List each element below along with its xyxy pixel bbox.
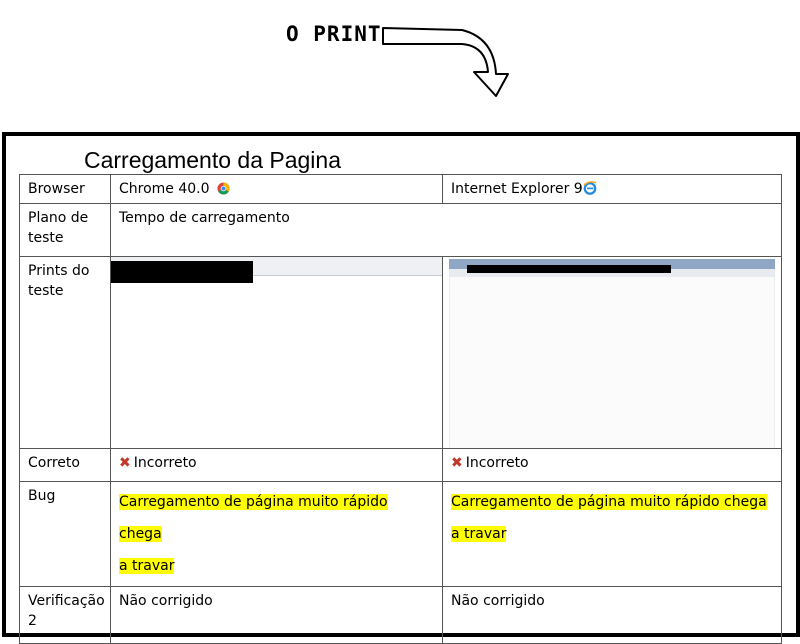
ie-logo-icon (583, 181, 597, 195)
redaction-bar (111, 261, 253, 283)
table-row (20, 482, 782, 587)
table-row (20, 587, 782, 644)
table-row (20, 204, 782, 257)
annotation-label: O PRINT (286, 22, 382, 46)
cell-bug-chrome (111, 482, 443, 587)
highlighted-text: a travar (119, 558, 175, 574)
row-label-prints: Prints do teste (20, 257, 111, 449)
cell-ie-version: Internet Explorer 9 (443, 175, 782, 204)
highlighted-text: Carregamento de página muito rápido chega (451, 494, 767, 510)
ie-content-area (449, 277, 775, 448)
red-x-icon: ✖ (119, 455, 131, 471)
document-frame (2, 132, 800, 637)
cell-verificacao-ie: Não corrigido (443, 587, 782, 644)
page-title: Carregamento da Pagina (84, 147, 341, 173)
highlighted-text: a travar (451, 526, 507, 542)
table-row (20, 449, 782, 482)
cell-bug-ie (443, 482, 782, 587)
table-row (20, 257, 782, 449)
curved-arrow-icon (0, 0, 800, 130)
test-plan-table (19, 174, 782, 644)
row-label-bug: Bug (20, 482, 111, 587)
cell-correto-chrome: ✖ Incorreto (111, 449, 443, 482)
ie-screenshot (443, 257, 782, 449)
redaction-bar (467, 265, 671, 273)
chrome-screenshot (111, 257, 443, 449)
cell-correto-ie: ✖ Incorreto (443, 449, 782, 482)
highlighted-text: Carregamento de página muito rápido chega (119, 494, 388, 542)
row-label-correto: Correto (20, 449, 111, 482)
cell-plano-value: Tempo de carregamento (111, 204, 782, 257)
row-label-plano: Plano de teste (20, 204, 111, 257)
red-x-icon: ✖ (451, 455, 463, 471)
chrome-logo-icon (217, 182, 230, 195)
cell-verificacao-chrome: Não corrigido (111, 587, 443, 644)
row-label-verificacao: Verificação 2 (20, 587, 111, 644)
cell-chrome-version: Chrome 40.0 (111, 175, 443, 204)
table-row (20, 175, 782, 204)
row-label-browser: Browser (20, 175, 111, 204)
